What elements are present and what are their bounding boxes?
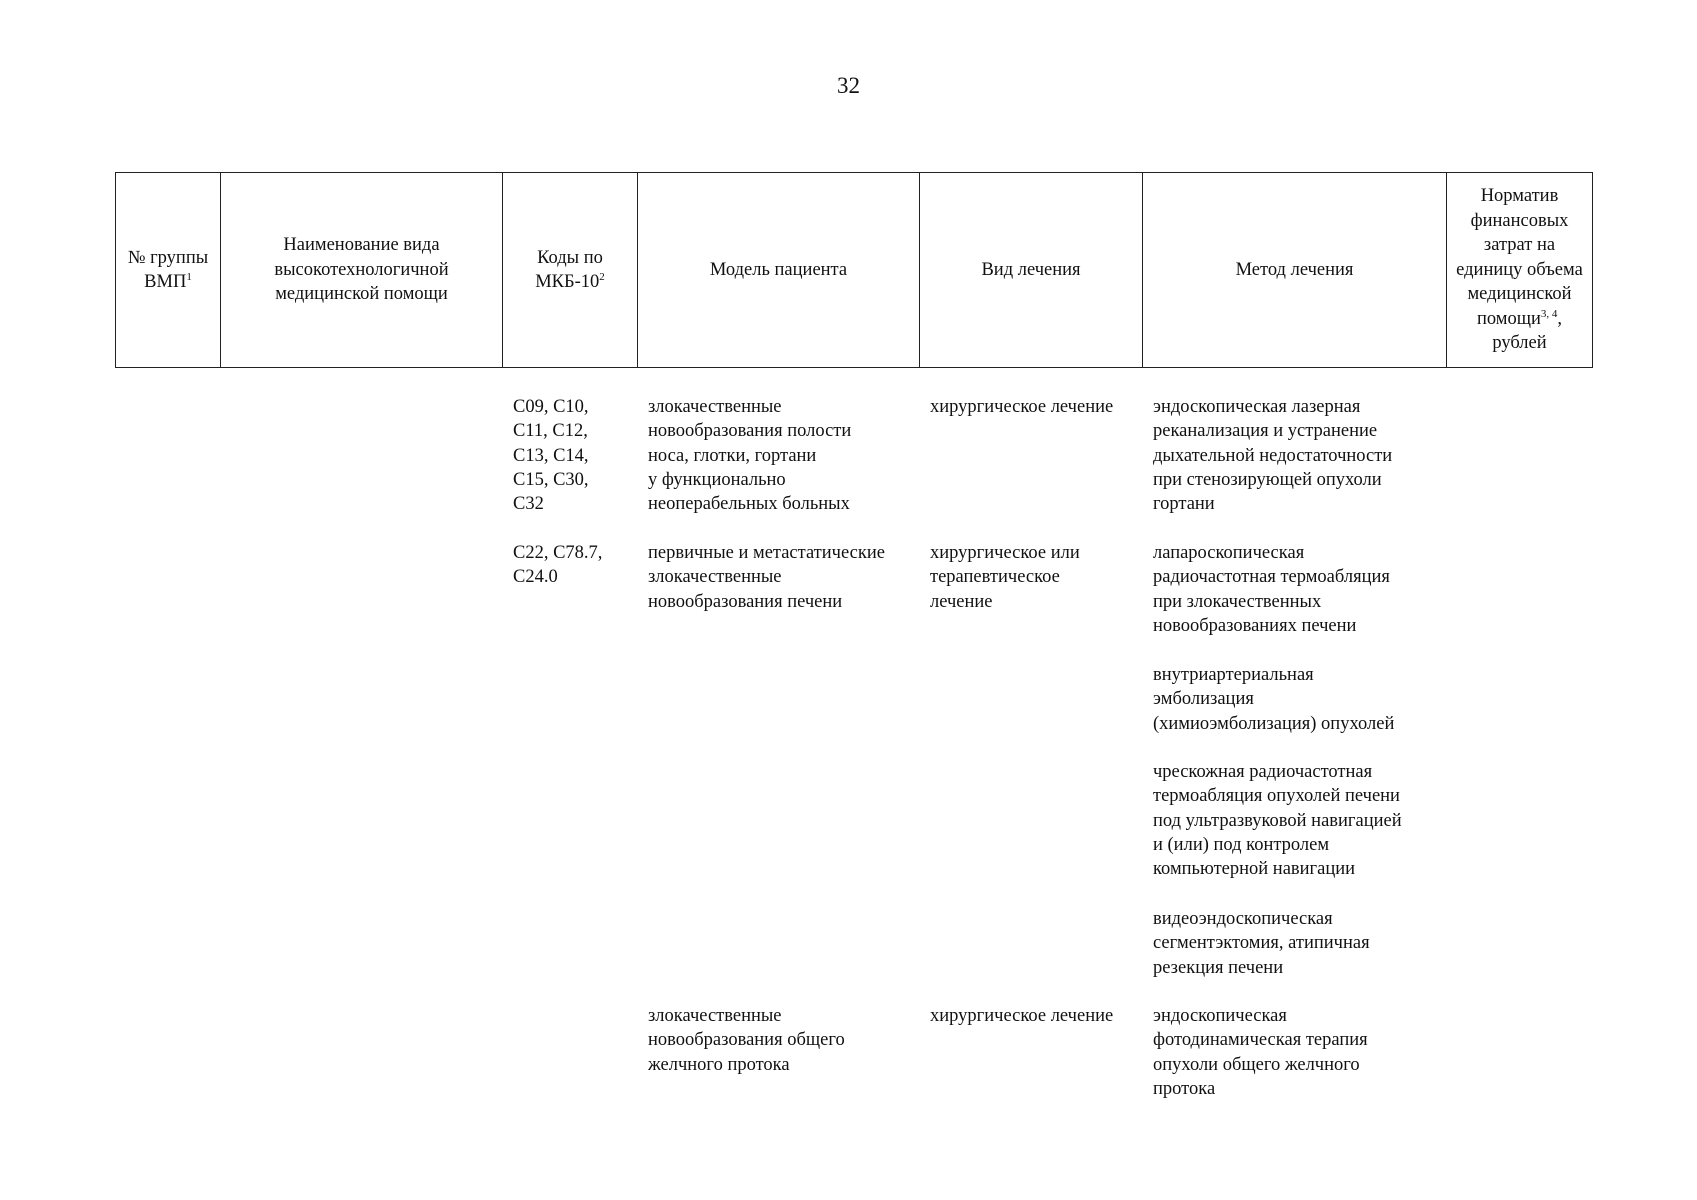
row-1-method-1: эндоскопическая лазерная реканализация и устранение дыхательной недостаточности при стенозирующей опухоли гортани: [1153, 397, 1393, 515]
row-2-method-2: внутриартериальная эмболизация (химиоэмболизация) опухолей: [1153, 665, 1395, 734]
table-header: [115, 172, 1593, 368]
header-treatment-type: Вид лечения: [920, 173, 1143, 368]
header-cost-standard: Норматив финансовых затрат на единицу объема медицинской помощи$^{3, 4}$, рублей: [1447, 173, 1593, 368]
row-3-treatment: хирургическое лечение: [930, 1006, 1114, 1026]
row-2-codes: C22, C78.7, C24.0: [513, 543, 603, 588]
page-number: 32: [837, 73, 860, 98]
row-2-method-3: чрескожная радиочастотная термоабляция опухолей печени под ультразвуковой навигацией и (или) под контролем компьютерной навигации: [1153, 762, 1402, 880]
row-2-method-1: лапароскопическая радиочастотная термоабляция при злокачественных новообразованиях печени: [1153, 543, 1390, 636]
row-2-treatment: хирургическое или терапевтическое лечение: [930, 543, 1080, 612]
header-group-number: № группы ВМП$^1$: [116, 173, 221, 368]
row-3-method-1: эндоскопическая фотодинамическая терапия опухоли общего желчного протока: [1153, 1006, 1368, 1099]
row-2-method-4: видеоэндоскопическая сегментэктомия, атипичная резекция печени: [1153, 909, 1370, 978]
row-1-treatment: хирургическое лечение: [930, 397, 1114, 417]
header-icd-codes: Коды по МКБ-$10^2$: [503, 173, 638, 368]
header-care-type: Наименование вида высокотехнологичной медицинской помощи: [221, 173, 503, 368]
row-1-codes: C09, C10, C11, C12, C13, C14, C15, C30, C32: [513, 397, 589, 515]
row-1-model: злокачественные новообразования полости носа, глотки, гортани у функционально неоперабельных больных: [648, 397, 852, 515]
row-2-model: первичные и метастатические злокачественные новообразования печени: [648, 543, 885, 612]
header-treatment-method: Метод лечения: [1143, 173, 1447, 368]
header-patient-model: Модель пациента: [638, 173, 920, 368]
row-3-model: злокачественные новообразования общего желчного протока: [648, 1006, 845, 1075]
